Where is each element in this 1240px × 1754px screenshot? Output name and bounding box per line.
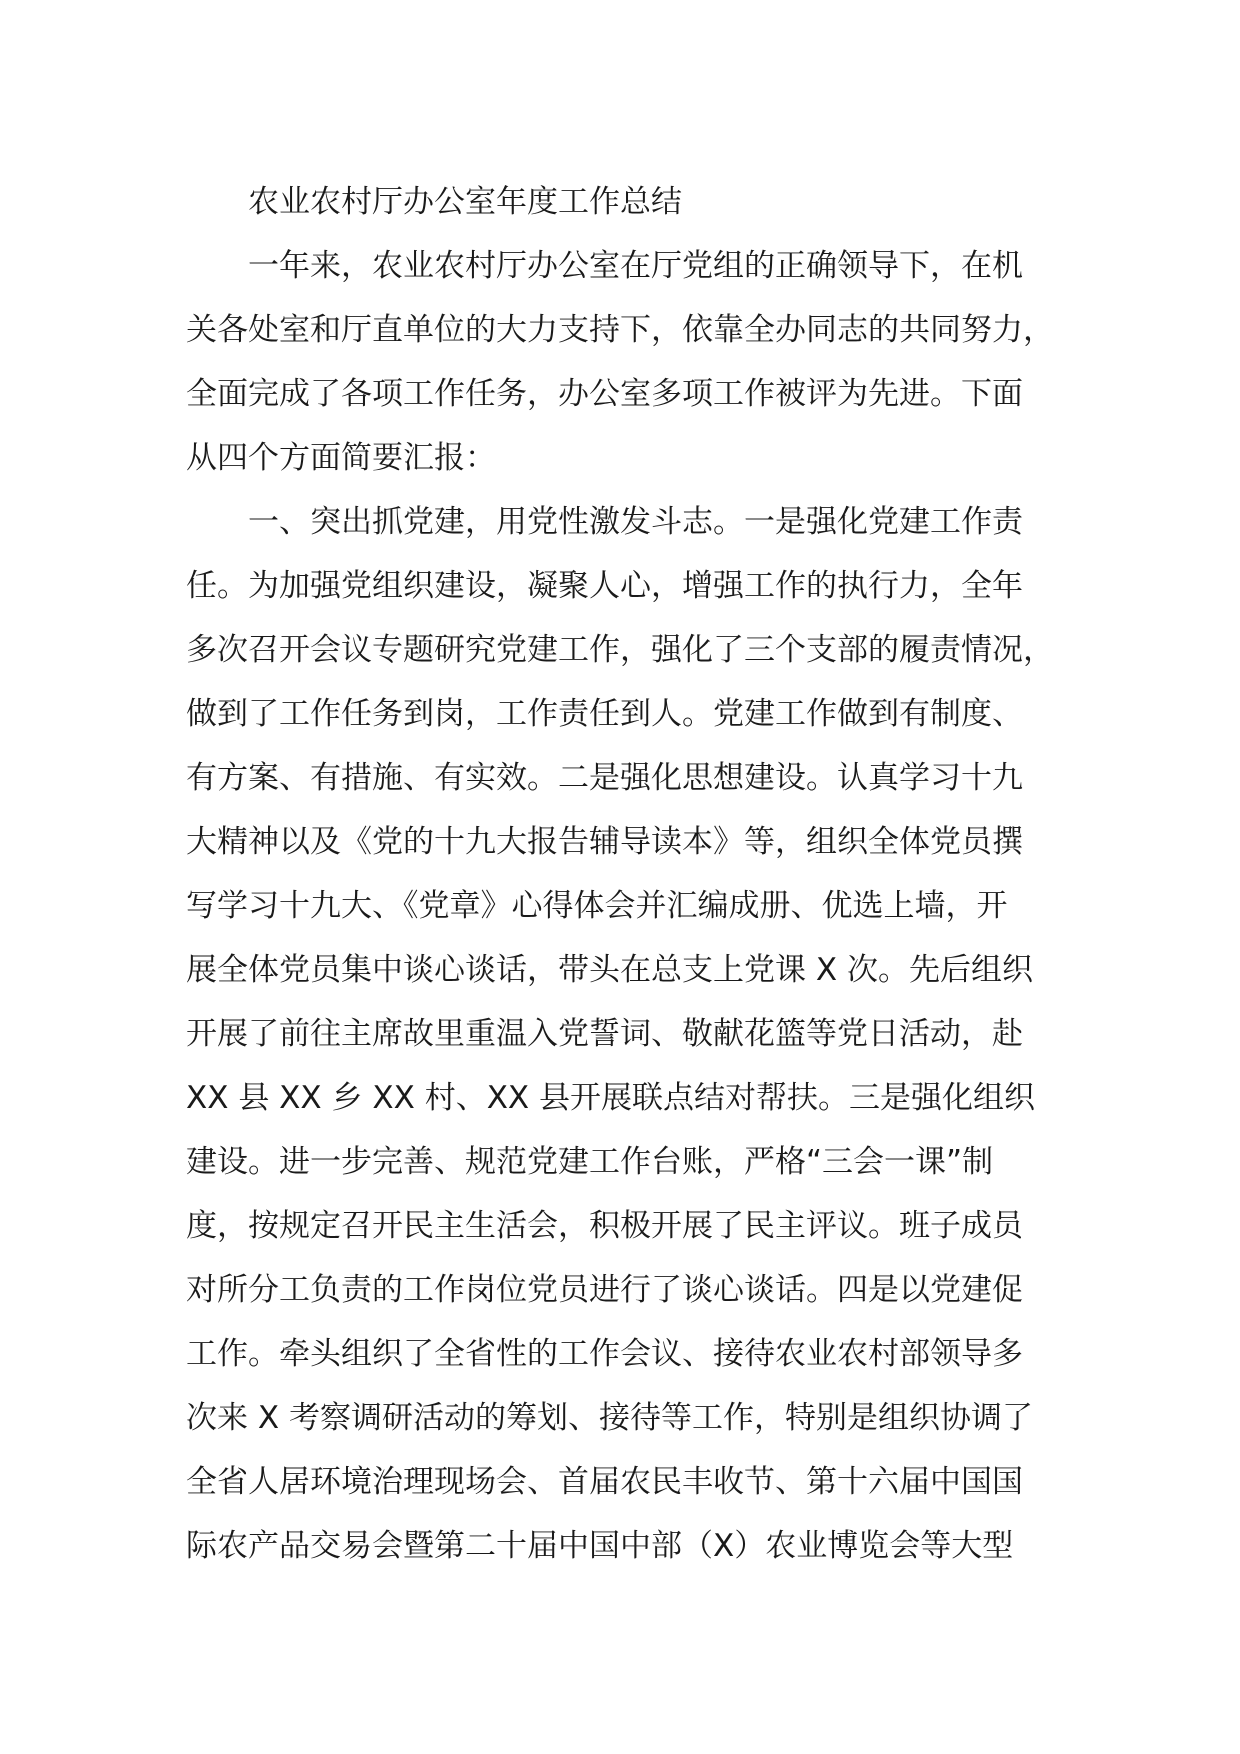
paragraph-line: 全面完成了各项工作任务，办公室多项工作被评为先进。下面 xyxy=(186,376,1023,412)
paragraph-line: 做到了工作任务到岗，工作责任到人。党建工作做到有制度、 xyxy=(186,696,1023,732)
paragraph-line: 任。为加强党组织建设，凝聚人心，增强工作的执行力，全年 xyxy=(186,568,1023,604)
document-body xyxy=(186,170,1054,1578)
paragraph-line: 关各处室和厅直单位的大力支持下，依靠全办同志的共同努力， xyxy=(186,312,1054,348)
paragraph-line: 一年来，农业农村厅办公室在厅党组的正确领导下，在机 xyxy=(248,248,1023,284)
paragraph-line: 写学习十九大、《党章》心得体会并汇编成册、优选上墙，开 xyxy=(186,888,1008,924)
paragraph-line: 度，按规定召开民主生活会，积极开展了民主评议。班子成员 xyxy=(186,1208,1023,1244)
paragraph-line: 际农产品交易会暨第二十届中国中部（X）农业博览会等大型 xyxy=(186,1528,1014,1564)
document-title: 农业农村厅办公室年度工作总结 xyxy=(248,184,682,220)
paragraph-line: 大精神以及《党的十九大报告辅导读本》等，组织全体党员撰 xyxy=(186,824,1023,860)
paragraph-line: 建设。进一步完善、规范党建工作台账，严格“三会一课”制 xyxy=(186,1144,994,1180)
paragraph-intro xyxy=(186,234,1054,490)
paragraph-party-building xyxy=(186,490,1054,1578)
paragraph-line: 全省人居环境治理现场会、首届农民丰收节、第十六届中国国 xyxy=(186,1464,1023,1500)
paragraph-line: 开展了前往主席故里重温入党誓词、敬献花篮等党日活动，赴 xyxy=(186,1016,1023,1052)
paragraph-line: 多次召开会议专题研究党建工作，强化了三个支部的履责情况， xyxy=(186,632,1054,668)
paragraph-line: XX 县 XX 乡 XX 村、XX 县开展联点结对帮扶。三是强化组织 xyxy=(186,1080,1036,1116)
paragraph-line: 有方案、有措施、有实效。二是强化思想建设。认真学习十九 xyxy=(186,760,1023,796)
paragraph-line: 次来 X 考察调研活动的筹划、接待等工作，特别是组织协调了 xyxy=(186,1400,1033,1436)
paragraph-line: 工作。牵头组织了全省性的工作会议、接待农业农村部领导多 xyxy=(186,1336,1023,1372)
paragraph-line: 从四个方面简要汇报： xyxy=(186,440,496,476)
paragraph-line: 展全体党员集中谈心谈话，带头在总支上党课 X 次。先后组织 xyxy=(186,952,1033,988)
paragraph-line: 对所分工负责的工作岗位党员进行了谈心谈话。四是以党建促 xyxy=(186,1272,1023,1308)
paragraph-line: 一、突出抓党建，用党性激发斗志。一是强化党建工作责 xyxy=(248,504,1023,540)
